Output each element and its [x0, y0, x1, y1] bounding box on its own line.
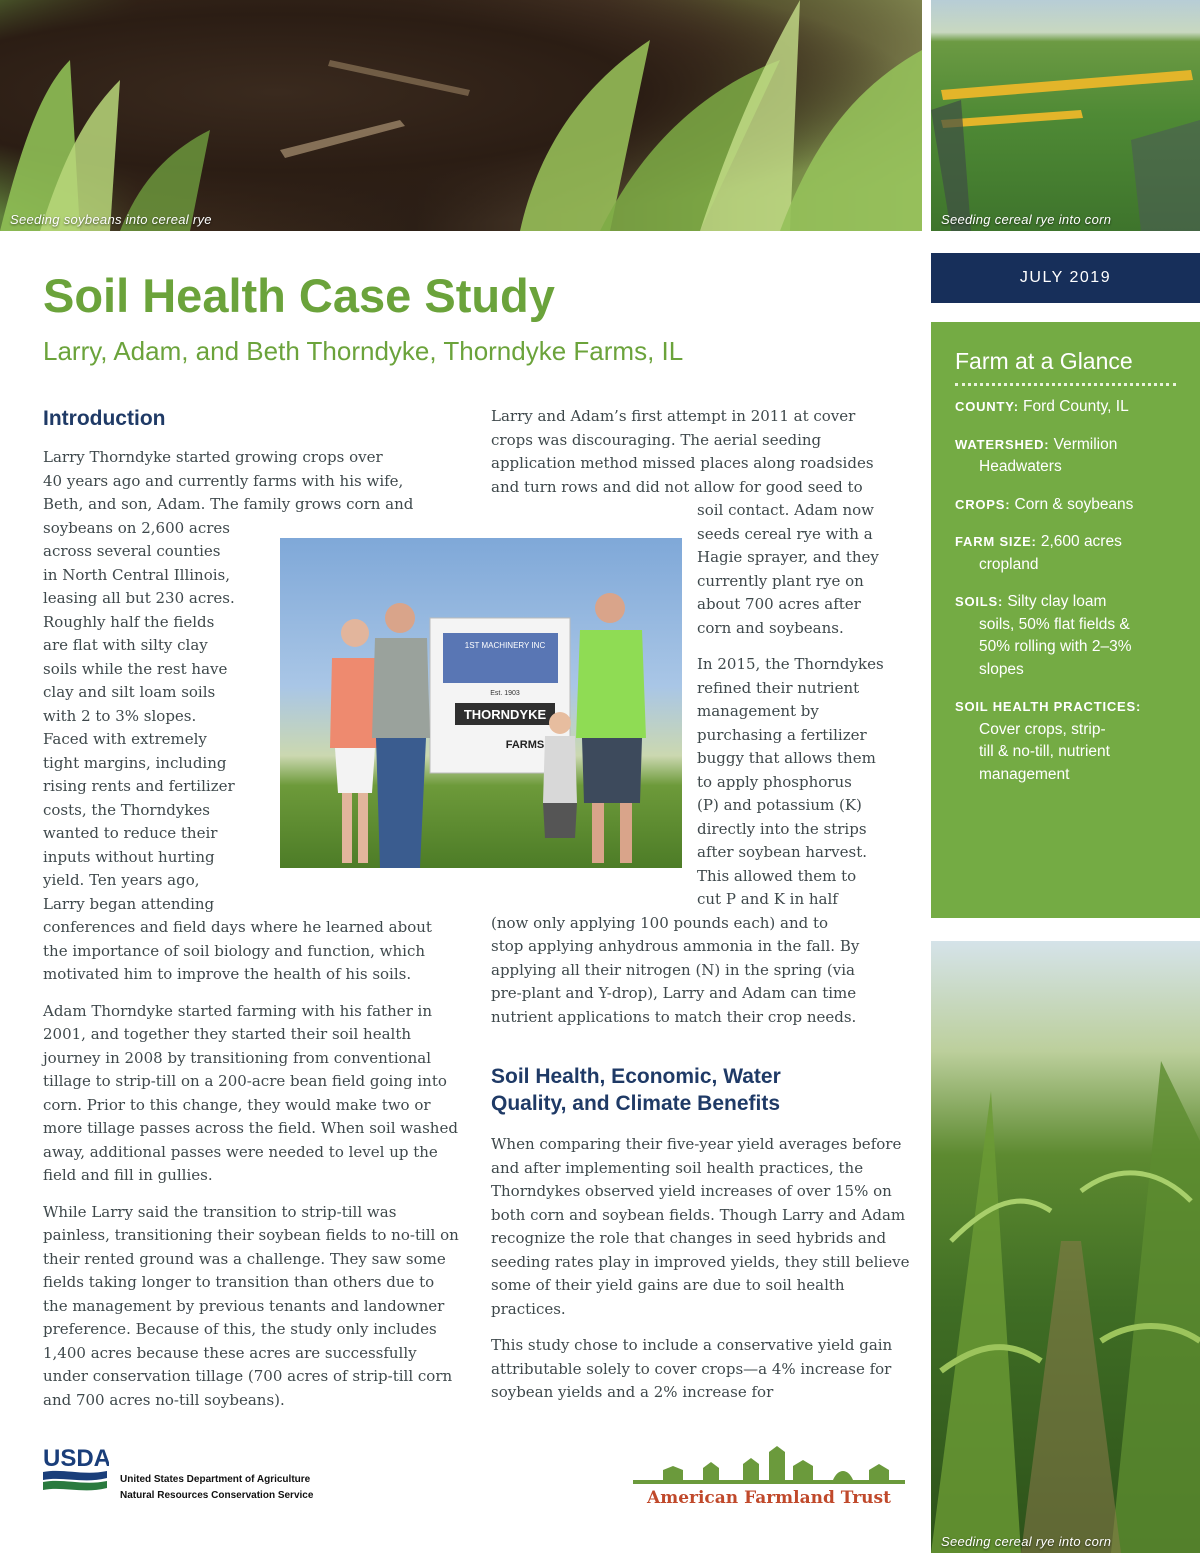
intro-line: motivated him to improve the health of his soils. [43, 965, 412, 983]
text-line: corn and soybeans. [697, 618, 844, 637]
intro-line: across several counties [43, 542, 221, 560]
hero-photo-art [0, 0, 922, 231]
paragraph-transition: While Larry said the transition to strip-till was painless, transitioning their soybean fields to no-till on their rented ground was a challenge. They saw some fields taking longer to transition than others due to the management by previous tenants and landowner preference. Because of this, the study only includes 1,400 acres because these acres are successfully under conservation tillage (700 acres of strip-till corn and 700 acres no-till soybeans). [43, 1202, 459, 1409]
benefits-heading-line-1: Soil Health, Economic, Water [491, 1065, 781, 1088]
intro-line: wanted to reduce their [43, 824, 218, 842]
usda-logo-mark [43, 1444, 109, 1496]
text-line: management by [697, 702, 819, 720]
text-line: and turn rows and did not allow for good seed to [491, 477, 863, 496]
text-line: purchasing a fertilizer [697, 725, 867, 744]
text-line: directly into the strips [697, 819, 867, 838]
intro-line: 40 years ago and currently farms with his wife, [43, 471, 404, 490]
soils-value-cont-2: 50% rolling with 2–3% [979, 638, 1132, 655]
text-line: soil contact. Adam now [697, 501, 875, 519]
intro-line: leasing all but 230 acres. [43, 589, 235, 607]
intro-line: tight margins, including [43, 753, 227, 772]
page-title: Soil Health Case Study [43, 269, 555, 322]
intro-line: Beth, and son, Adam. The family grows corn and [43, 495, 414, 513]
text-line: pre-plant and Y-drop), Larry and Adam can time [491, 984, 857, 1002]
text-line: stop applying anhydrous ammonia in the fall. By [491, 937, 860, 955]
intro-heading: Introduction [43, 407, 166, 430]
text-line: (now only applying 100 pounds each) and to [491, 913, 829, 932]
crops-label: CROPS: [955, 496, 1011, 512]
text-line: Hagie sprayer, and they [697, 548, 879, 566]
intro-line: yield. Ten years ago, [43, 871, 200, 889]
intro-line: Larry Thorndyke started growing crops over [43, 448, 383, 466]
hero-left-caption: Seeding soybeans into cereal rye [10, 212, 212, 227]
right-column [491, 405, 911, 1418]
intro-line: soybeans on 2,600 acres [43, 518, 231, 537]
farm-size-value: 2,600 acres [1040, 533, 1122, 550]
intro-line: are flat with silty clay [43, 636, 208, 654]
nutrient-paragraph-after [491, 912, 911, 1030]
text-line: refined their nutrient [697, 678, 860, 697]
practices-label: SOIL HEALTH PRACTICES: [955, 699, 1142, 714]
text-line: application method missed places along roadsides [491, 454, 874, 472]
bottom-right-caption: Seeding cereal rye into corn [941, 1534, 1112, 1549]
text-line: In 2015, the Thorndykes [697, 655, 884, 673]
usda-logo [43, 1444, 109, 1500]
hero-photo-corn-field [931, 0, 1200, 231]
sprayer-art [931, 0, 1200, 231]
text-line: applying all their nitrogen (N) in the spring (via [491, 960, 855, 979]
intro-line: with 2 to 3% slopes. [43, 706, 197, 725]
crops-value: Corn & soybeans [1014, 495, 1134, 513]
glance-heading: Farm at a Glance [955, 348, 1133, 374]
cover-crop-paragraph-top [491, 405, 911, 499]
soils-value-cont-3: slopes [979, 660, 1024, 678]
sign-line-3: FARMS [505, 739, 545, 751]
soils-value-cont-1: soils, 50% flat fields & [979, 615, 1130, 633]
glance-farm-size [955, 531, 1176, 576]
intro-line: in North Central Illinois, [43, 565, 231, 584]
hero-photo-soybeans [0, 0, 922, 231]
page-subtitle: Larry, Adam, and Beth Thorndyke, Thorndyke Farms, IL [43, 336, 684, 366]
text-line: seeds cereal rye with a [697, 524, 873, 543]
intro-line: Roughly half the fields [43, 612, 215, 631]
date-band: JULY 2019 [931, 253, 1200, 303]
intro-line: Larry began attending [43, 894, 215, 913]
text-line: crops was discouraging. The aerial seeding [491, 430, 822, 449]
county-value: Ford County, IL [1023, 398, 1129, 415]
text-line: cut P and K in half [697, 890, 838, 908]
practices-value-3: management [979, 765, 1070, 783]
benefits-heading-line-2: Quality, and Climate Benefits [491, 1092, 781, 1115]
text-line: (P) and potassium (K) [697, 796, 862, 814]
text-line: currently plant rye on [697, 571, 864, 590]
watershed-value: Vermilion [1053, 435, 1118, 453]
aft-wordmark: American Farmland Trust [647, 1488, 891, 1508]
sign-line-4: Est. 1903 [490, 690, 520, 697]
usda-wordmark: USDA [43, 1445, 109, 1472]
cover-crop-paragraph-wrap [491, 499, 911, 640]
intro-line: conferences and field days where he learned about [43, 918, 432, 936]
intro-line: rising rents and fertilizer [43, 777, 235, 795]
usda-nrcs: Natural Resources Conservation Service [120, 1490, 314, 1501]
hero-right-caption: Seeding cereal rye into corn [941, 212, 1112, 227]
glance-practices [955, 696, 1176, 786]
glance-county [955, 396, 1176, 419]
intro-line: Faced with extremely [43, 730, 207, 748]
paragraph-yield: When comparing their five-year yield averages before and after implementing soil health practices, the Thorndykes observed yield increases of over 15% on both corn and soybean fields. Though Larry and Adam recognize the role that changes in seed hybrids and seeding rates play in improved yields, they still believe some of their yield gains are due to soil health practices. [491, 1135, 910, 1318]
text-line: to apply phosphorus [697, 772, 852, 791]
glance-divider [955, 383, 1176, 386]
text-line: nutrient applications to match their crop needs. [491, 1007, 857, 1026]
intro-line: costs, the Thorndykes [43, 800, 210, 819]
intro-line: soils while the rest have [43, 659, 228, 678]
corn-rows-photo [931, 941, 1200, 1553]
paragraph-study: This study chose to include a conservative yield gain attributable solely to cover crops—a 4% increase for soybean yields and a 2% increase for [491, 1336, 893, 1401]
text-line: Larry and Adam’s first attempt in 2011 at cover [491, 407, 856, 425]
watershed-value-cont: Headwaters [979, 458, 1062, 475]
usda-text [120, 1472, 313, 1504]
paragraph-adam: Adam Thorndyke started farming with his father in 2001, and together they started their soil health journey in 2008 by transitioning from conventional tillage to strip-till on a 200-acre bean field going into corn. Prior to this change, they would make two or more tillage passes across the field. When soil washed away, additional passes were needed to level up the field and fill in gullies. [43, 1001, 458, 1184]
text-line: This allowed them to [697, 866, 857, 885]
glance-soils [955, 591, 1176, 681]
soils-value: Silty clay loam [1007, 593, 1107, 610]
farm-size-label: FARM SIZE: [955, 534, 1037, 549]
intro-line: inputs without hurting [43, 847, 215, 866]
text-line: about 700 acres after [697, 595, 861, 613]
practices-value-2: till & no-till, nutrient [979, 743, 1110, 760]
sign-line-1: 1ST MACHINERY INC [464, 641, 546, 650]
soils-label: SOILS: [955, 594, 1004, 609]
intro-line: the importance of soil biology and function, which [43, 941, 426, 960]
sign-line-2: THORNDYKE [463, 707, 547, 722]
nutrient-paragraph-wrap [491, 653, 911, 912]
glance-watershed [955, 434, 1176, 479]
practices-value-1: Cover crops, strip- [979, 720, 1106, 738]
text-line: after soybean harvest. [697, 843, 868, 861]
corn-rows-art [931, 941, 1200, 1553]
county-label: COUNTY: [955, 399, 1019, 414]
text-line: buggy that allows them [697, 749, 876, 767]
watershed-label: WATERSHED: [955, 436, 1050, 452]
farm-at-a-glance-panel [931, 322, 1200, 918]
intro-line: clay and silt loam soils [43, 683, 216, 701]
farm-size-value-cont: cropland [979, 555, 1039, 573]
usda-department: United States Department of Agriculture [120, 1474, 311, 1485]
glance-crops [955, 494, 1176, 517]
